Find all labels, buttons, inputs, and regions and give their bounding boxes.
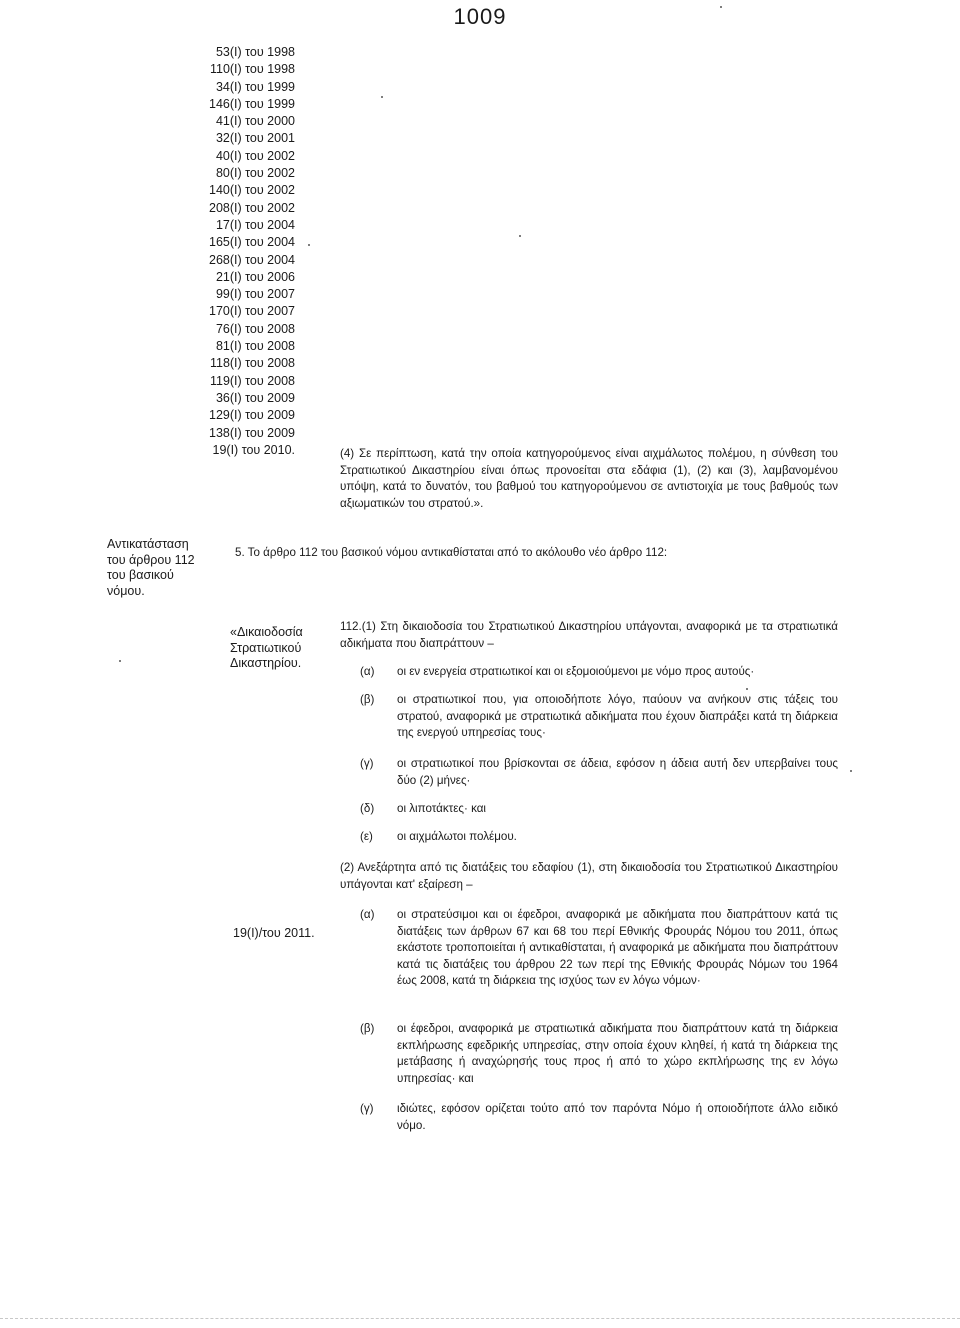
law-reference: 19(I) του 2010.: [212, 442, 295, 457]
law-reference: 170(I) του 2007: [209, 304, 295, 319]
page-number: 1009: [453, 4, 507, 29]
law-reference: 80(I) του 2002: [215, 166, 295, 181]
item-text: οι στρατιωτικοί που βρίσκονται σε άδεια, εφόσον η άδεια αυτή δεν υπερβαίνει τους δύο (2) μήνες·: [397, 757, 838, 787]
scan-speck: [746, 688, 748, 690]
law-reference: 53(I) του 1998: [215, 45, 295, 59]
item-text: οι έφεδροι, αναφορικά με στρατιωτικά αδικήματα που διαπράττουν κατά τη διάρκεια εκπλήρωσης εφεδρικής υπηρεσίας, στην οποία έχουν κληθεί, ή κατά τη διάρκεια της μετάβασης ή αναχώρησής τους προς ή από το χώρο εκπλήρωσης της εν λόγω υπηρεσίας· και: [397, 1022, 838, 1085]
law-reference: 129(I) του 2009: [209, 408, 295, 423]
law-reference: 36(I) του 2009: [215, 390, 295, 405]
law-reference: 17(I) του 2004: [215, 217, 295, 232]
section-5: 5. Το άρθρο 112 του βασικού νόμου αντικαθίσταται από το ακόλουθο νέο άρθρο 112:: [235, 546, 668, 559]
scan-speck: [119, 660, 121, 662]
article-title-line: Δικαστηρίου.: [230, 656, 302, 670]
law-reference: 21(I) του 2006: [215, 269, 295, 284]
law-reference: 118(I) του 2008: [209, 356, 295, 371]
law-reference: 99(I) του 2007: [215, 287, 295, 302]
law-reference: 32(I) του 2001: [215, 131, 295, 146]
margin-note-line: νόμου.: [107, 583, 145, 598]
law-reference: 140(I) του 2002: [209, 183, 295, 198]
law-reference: 76(I) του 2008: [215, 321, 295, 336]
item-label: (α): [360, 665, 375, 678]
item-label: (α): [360, 908, 375, 921]
item-text: οι στρατιωτικοί που, για οποιοδήποτε λόγο, παύουν να ανήκουν στις τάξεις του στρατού, αναφορικά με στρατιωτικά αδικήματα που έχουν διαπράξει κατά τη διάρκεια της ενεργού υπηρεσίας τους·: [397, 693, 838, 739]
scan-speck: [850, 770, 852, 772]
bottom-scan-edge: [0, 1318, 960, 1319]
margin-note-line: του άρθρου 112: [107, 552, 195, 567]
item-text: οι αιχμάλωτοι πολέμου.: [397, 830, 517, 843]
item-label: (β): [360, 1022, 375, 1035]
law-reference: 165(I) του 2004: [209, 235, 295, 250]
law-reference: 110(I) του 1998: [209, 62, 295, 77]
margin-note-line: Αντικατάσταση: [107, 537, 189, 551]
scan-speck: [381, 96, 383, 98]
law-reference: 119(I) του 2008: [209, 373, 295, 388]
paragraph-4: (4) Σε περίπτωση, κατά την οποία κατηγορούμενος είναι αιχμάλωτος πολέμου, η σύνθεση του Στρατιωτικού Δικαστηρίου είναι όπως προνοείται στα εδάφια (1), (2) και (3), λαμβανομένου υπόψη, κατά το δυνατόν, του βαθμού του κατηγορούμενου σε αντιστοιχία με τους βαθμούς των αξιωματικών του στρατού.».: [340, 447, 838, 510]
margin-note-line: του βασικού: [107, 568, 174, 582]
article-112-2: (2) Ανεξάρτητα από τις διατάξεις του εδαφίου (1), στη δικαιοδοσία του Στρατιωτικού Δικαστηρίου υπάγονται κατ' εξαίρεση –: [340, 861, 838, 891]
amending-laws-list: [150, 44, 295, 459]
item-text: οι στρατεύσιμοι και οι έφεδροι, αναφορικά με αδικήματα που διαπράττουν κατά τις διατάξεις των άρθρων 67 και 68 του περί Εθνικής Φρουράς Νόμου του 2011, όπως εκάστοτε τροποποιείται ή αντικαθίσταται, ή αναφορικά με αδικήματα που διαπράττουν κατά τις διατάξεις του άρθρου 22 των περί της Εθνικής Φρουράς Νόμων του 1964 έως 2008, κατά τη διάρκεια της ισχύος των εν λόγω νόμων·: [397, 908, 838, 987]
law-reference: 41(I) του 2000: [215, 114, 295, 129]
law-reference: 138(I) του 2009: [209, 425, 295, 440]
item-label: (γ): [360, 757, 374, 770]
law-reference: 146(I) του 1999: [209, 96, 295, 111]
law-reference: 208(I) του 2002: [209, 200, 295, 215]
margin-note-law: 19(I)/του 2011.: [233, 926, 315, 940]
item-label: (γ): [360, 1102, 374, 1115]
article-title-line: Στρατιωτικού: [230, 640, 302, 655]
item-label: (ε): [360, 830, 373, 843]
scan-speck: [519, 235, 521, 237]
article-title-line: «Δικαιοδοσία: [230, 625, 303, 639]
item-text: ιδιώτες, εφόσον ορίζεται τούτο από τον παρόντα Νόμο ή οποιοδήποτε άλλο ειδικό νόμο.: [397, 1102, 838, 1132]
article-title-note: [230, 625, 340, 672]
item-text: οι εν ενεργεία στρατιωτικοί και οι εξομοιούμενοι με νόμο προς αυτούς·: [397, 665, 755, 678]
law-reference: 34(I) του 1999: [215, 79, 295, 94]
item-text: οι λιποτάκτες· και: [397, 802, 487, 815]
item-label: (β): [360, 693, 375, 706]
item-label: (δ): [360, 802, 375, 815]
margin-note-replacement: [107, 537, 227, 599]
scan-speck: [720, 6, 722, 8]
article-112-1: 112.(1) Στη δικαιοδοσία του Στρατιωτικού Δικαστηρίου υπάγονται, αναφορικά με τα στρατιωτικά αδικήματα που διαπράττουν –: [340, 620, 838, 650]
law-reference: 40(I) του 2002: [215, 148, 295, 163]
law-reference: 268(I) του 2004: [209, 252, 295, 267]
law-reference: 81(I) του 2008: [215, 339, 295, 354]
scan-speck: [308, 244, 310, 246]
